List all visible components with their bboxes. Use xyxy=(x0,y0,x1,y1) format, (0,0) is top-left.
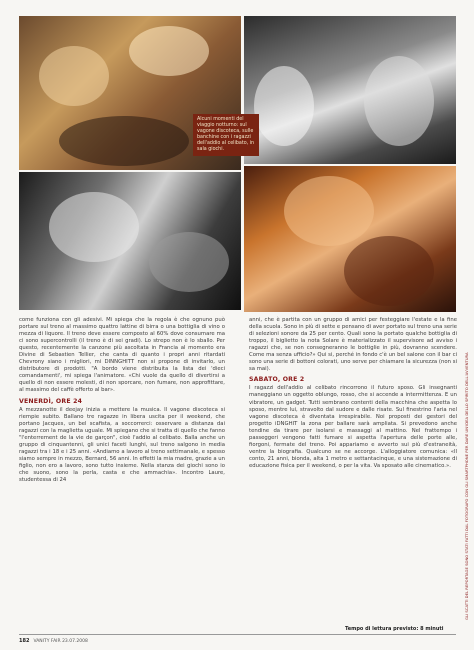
page-footer xyxy=(19,638,88,644)
page-number: 182 xyxy=(19,638,30,644)
publication-line: VANITY FAIR 23.07.2008 xyxy=(33,639,88,644)
paragraph: I ragazzi dell'addio al celibato rincorrono il futuro sposo. Gli insegnanti maneggiano un oggetto oblungo, rosso, che si accende a intermittenza. E un vibratore, un gadget. Tutti sembrano contenti della macchina che aspetta lo sposo, mentre lui, stravolto dal sudore e dalle risate. Sul finestrino l'aria nel vagone discoteca è diventata irrespirabile. Noi proposti dei gestori del progetto iDNGHIT la zona per ballare sarà ampliata. Si prevedono anche tendine da tirare per isolarsi e massaggi al mattino. Nel frattempo i passeggeri vengono fatti fumare si aspetta l'apertura delle porte alle, fiorgoni, fermate del treno. Poi appariamo e avverto sui più d'estraneità, ventre la biografia. Qualcuno se ne accorge. L'alloggiatore comunica: «Il conto, 21 anni, bionda, alta 1 metro e settantacinque, e una sistemazione di educazione fisica per il weekend, o per la vita. Va sposato alle cinematico.». xyxy=(249,385,457,469)
article-column-left xyxy=(19,317,225,484)
photo-game-room xyxy=(19,172,241,310)
footer-divider xyxy=(19,634,456,635)
photo-dancing xyxy=(244,166,456,312)
photo-caption: Alcuni momenti del viaggio notturno: sul vagone discoteca, sulle banchine con i ragazzi dell'addio al celibato, in sala giochi. xyxy=(193,114,259,156)
side-credit: GLI SCATTI DEL REPORTAGE SONO STATI FATTI DAL FOTOGRAFO CON GLI SMARTPHONE PER DARE UN'IDEA DELLO SPIRITO DELL'AVVENTURA xyxy=(464,352,469,620)
paragraph: anni, che è partita con un gruppo di amici per festeggiare l'estate e la fine della scuola. Sono in più di sette e pensano di aver portato sul treno una serie di selezioni sonore da 25 per cento. Quali sono la portato qualche bottiglia di troppo, il biglietto la nota Solare è materializzato il supervisore ad avviso i ragazzi che, se non consegneranno le bottiglie in più, dovranno scendere. Come ma senza ufficio?» Qui si, perché in fondo c'è un bel salone con il bar ci sono una serie di bottoni colorati, uno serve per chiamare la sicurezza (non si sa mai). xyxy=(249,317,457,373)
section-heading: VENERDÌ, ORE 24 xyxy=(19,397,83,405)
section-heading: SABATO, ORE 2 xyxy=(249,376,305,384)
photo-platform-group xyxy=(244,16,456,164)
paragraph: come funziona con gli adesivi. Mi spiega che la regola è che ognuno può portare sul treno al massimo quattro lattine di birra o una bottiglia di vino o mezza di liquore. Il treno deve essere composto al 60% dove consumare ma ci sono supercontrolli (il treno è di sei gradi). Lo strepo non è lo sballo. Per questo, recentemente la canzone più ascoltata in Francia al momento era Divine di Sebastien Tellier, che canta di quanto i propri anni ritardati Chevrony siano i migliori, mi DINNGHITT non si propone di invitarlo, un distributore di prodotti. "A bordo viene distribuita la lista dei 'dieci comandamenti', mi spiega l'animatore. «Chi vuole da quello di divertirsi a quello di non essere molesti, di non sporcare, non fumare, non approfittare, al massimo del caffè offerto al bar». xyxy=(19,317,225,394)
paragraph: A mezzanotte il deejay inizia a mettere la musica. Il vagone discoteca si riempie subito. Ballano tre ragazze in libera uscita per il weekend, che portano Jacques, un bel scafista, a soccorrerci: osservare a distanza dai ragazzi con la maglietta uguale. Mi spiegano che si tratta di quello che fanno "l'enterrement de la vie de garçon", cioè l'addio al celibato. Balla anche un gruppo di cinquantenni, gli unici faceti lunghi, sul treno salgono in media ragazzi tra i 18 e i 25 anni. «Andiamo a lavoro al treno settimanale, e spesso siamo sempre in mezzo, Bernard, 56 anni. In effetti la mia madre, grazie a un figlio, non ero a lavoro, sono tutto insieme. Nella stanza dei giochi sono io che suono, sono la perla, casta e che ammachia». Incontro Laure, studentessa di 24 xyxy=(19,406,225,484)
article-column-right xyxy=(249,317,457,470)
reading-time: Tempo di lettura previsto: 8 minuti xyxy=(345,626,444,632)
